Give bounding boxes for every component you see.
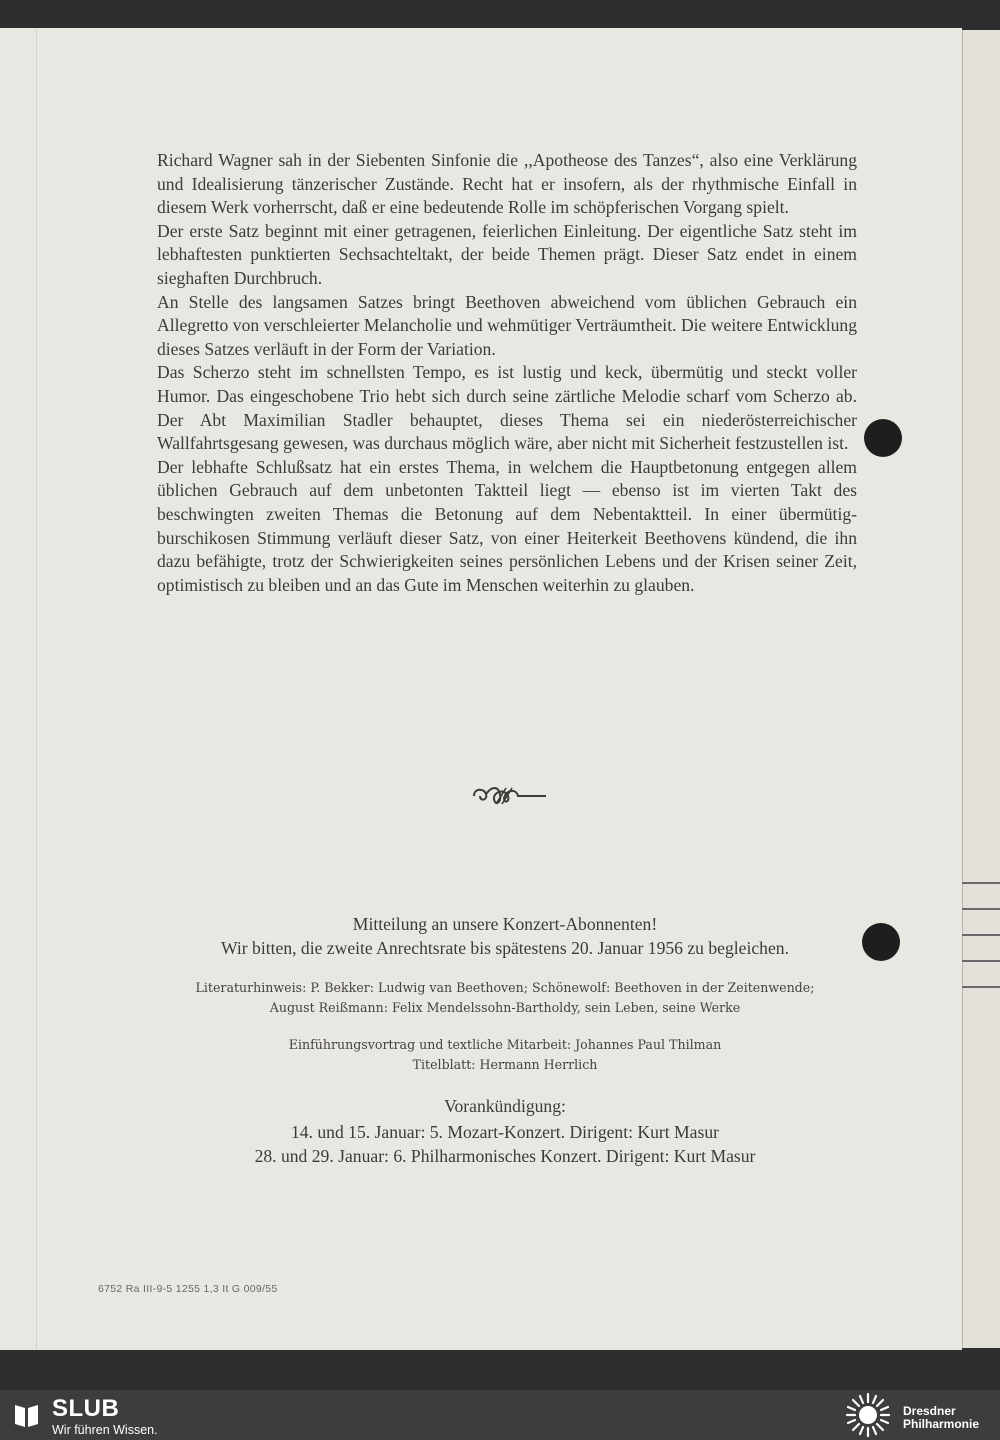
- adjacent-page-edge: [962, 30, 1000, 1348]
- credits: [150, 1035, 860, 1075]
- notice-text: Wir bitten, die zweite Anrechtsrate bis spätestens 20. Januar 1956 zu begleichen.: [221, 938, 789, 958]
- credit-lecture: Einführungsvortrag und textliche Mitarbeit: Johannes Paul Thilman: [288, 1037, 722, 1052]
- slub-name[interactable]: SLUB: [52, 1395, 120, 1422]
- subscriber-notice: [150, 912, 860, 960]
- notice-heading: Mitteilung an unsere Konzert-Abonnenten!: [352, 914, 658, 934]
- edge-mark: [962, 908, 1000, 910]
- ornament-icon: [470, 778, 550, 814]
- punch-hole-lower: [862, 923, 900, 961]
- slub-tagline: Wir führen Wissen.: [52, 1423, 158, 1437]
- slub-logo-icon[interactable]: [12, 1400, 42, 1430]
- edge-mark: [962, 986, 1000, 988]
- concert-announcement: [150, 1094, 860, 1168]
- announcement-item: 28. und 29. Januar: 6. Philharmonisches Konzert. Dirigent: Kurt Masur: [254, 1146, 756, 1166]
- paragraph-allegretto: An Stelle des langsamen Satzes bringt Beethoven abweichend vom üblichen Gebrauch ein Allegretto von verschleierter Melancholie und wehmütiger Verträumtheit. Die weitere Entwicklung dieses Satzes verläuft in der Form der Variation.: [157, 291, 857, 359]
- literature-references: [150, 978, 860, 1018]
- paragraph-wagner: Richard Wagner sah in der Siebenten Sinfonie die ,,Apotheose des Tanzes“, also eine Verklärung und Idealisierung tänzerischer Zustände. Recht hat er insofern, als der rhythmische Einfall in diesem Werk vorherrscht, daß er eine bedeutende Rolle im schöpferischen Vorgang spielt.: [157, 150, 857, 218]
- announcement-heading: Vorankündigung:: [444, 1096, 566, 1116]
- literature-line: Literaturhinweis: P. Bekker: Ludwig van Beethoven; Schönewolf: Beethoven in der Zeitenwende;: [195, 980, 815, 995]
- announcement-item: 14. und 15. Januar: 5. Mozart-Konzert. Dirigent: Kurt Masur: [290, 1122, 719, 1142]
- paragraph-finale: Der lebhafte Schlußsatz hat ein erstes Thema, in welchem die Hauptbetonung entgegen allem üblichen Gebrauch auf dem unbetonten Taktteil liegt — ebenso ist im vierten Takt des beschwingten zweiten Themas die Betonung auf dem Nebentaktteil. In einer übermütig-burschikosen Stimmung verläuft dieser Satz, von einer Heiterkeit Beethovens kündend, die ihn dazu befähigte, trotz der Schwierigkeiten seines persönlichen Lebens und der Krisen seiner Zeit, optimistisch zu bleiben und an das Gute im Menschen weiterhin zu glauben.: [157, 456, 857, 595]
- philharmonie-line: Philharmonie: [903, 1417, 980, 1431]
- philharmonie-line: Dresdner: [903, 1404, 956, 1418]
- edge-mark: [962, 934, 1000, 936]
- paragraph-first-movement: Der erste Satz beginnt mit einer getragenen, feierlichen Einleitung. Der eigentliche Satz steht im lebhaftesten punktierten Sechsachteltakt, der beide Themen prägt. Dieser Satz endet in einem sieghaften Durchbruch.: [157, 220, 857, 288]
- edge-mark: [962, 882, 1000, 884]
- philharmonie-name[interactable]: [903, 1405, 979, 1431]
- punch-hole-upper: [864, 419, 902, 457]
- program-note-text: [157, 149, 857, 597]
- print-code: 6752 Ra III-9-5 1255 1,3 It G 009/55: [98, 1283, 278, 1295]
- literature-line: August Reißmann: Felix Mendelssohn-Bartholdy, sein Leben, seine Werke: [269, 1000, 741, 1015]
- edge-mark: [962, 960, 1000, 962]
- page-fold-line: [36, 28, 37, 1350]
- credit-cover: Titelblatt: Hermann Herrlich: [412, 1057, 598, 1072]
- paragraph-scherzo: Das Scherzo steht im schnellsten Tempo, es ist lustig und keck, übermütig und steckt voller Humor. Das eingeschobene Trio hebt sich durch seine zärtliche Melodie scharf vom Scherzo ab. Der Abt Maximilian Stadler behauptet, dieses Thema sei ein niederösterreichischer Wallfahrtsgesang gewesen, was durchaus möglich wäre, aber nicht mit Sicherheit festzustellen ist.: [157, 362, 857, 454]
- philharmonie-logo-icon[interactable]: [842, 1391, 894, 1439]
- footer-bar: [0, 1390, 1000, 1440]
